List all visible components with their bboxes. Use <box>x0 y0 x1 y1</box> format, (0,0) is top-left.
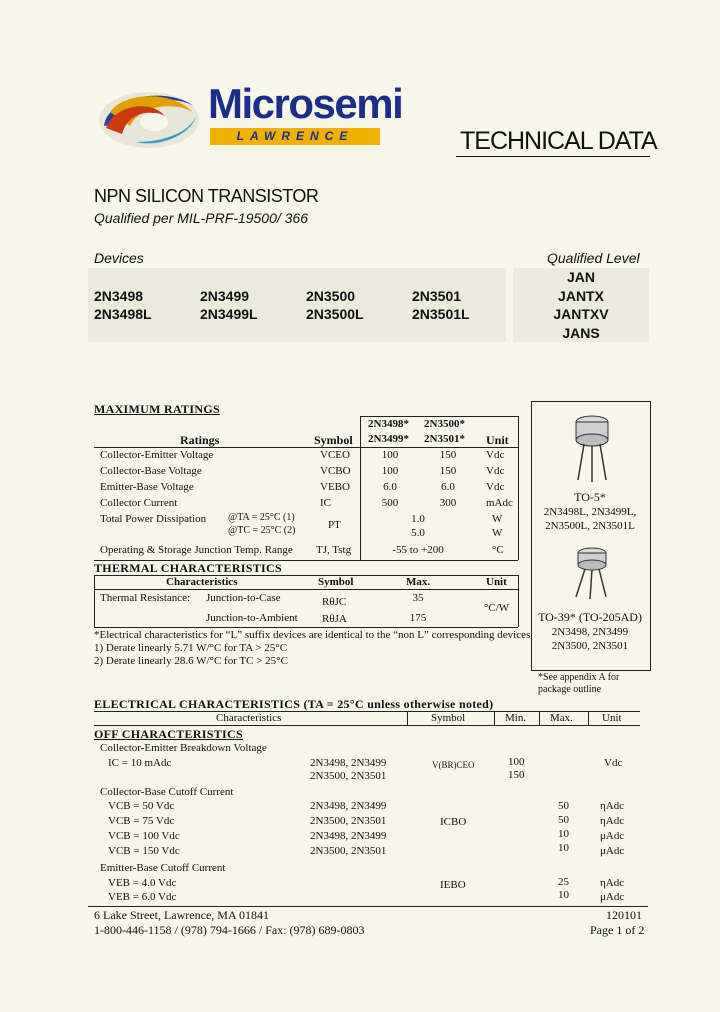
rating-symbol: IC <box>320 497 331 509</box>
icbo-device: 2N3500, 2N3501 <box>310 845 387 857</box>
iebo-label: Emitter-Base Cutoff Current <box>100 862 226 874</box>
rating-name: Collector Current <box>100 497 178 509</box>
bv-device-2: 2N3500, 2N3501 <box>310 770 387 782</box>
footer-address: 6 Lake Street, Lawrence, MA 01841 <box>94 908 269 922</box>
qualified-level-item: JANTXV <box>553 306 609 322</box>
icbo-condition: VCB = 75 Vdc <box>108 815 175 827</box>
icbo-unit: ηAdc <box>600 800 625 812</box>
iebo-max: 25 <box>558 876 569 888</box>
table-rule <box>407 711 408 725</box>
appendix-note-1: *See appendix A for <box>538 672 620 683</box>
thermal-symbol-2: RθJA <box>322 613 347 625</box>
rating-unit: mAdc <box>486 497 513 509</box>
iebo-condition: VEB = 4.0 Vdc <box>108 877 177 889</box>
thermal-cond-2: Junction-to-Ambient <box>206 612 298 624</box>
table-rule <box>518 416 519 560</box>
thermal-symbol-1: RθJC <box>322 596 347 608</box>
thermal-col-unit: Unit <box>486 576 507 588</box>
appendix-note-2: package outline <box>538 684 602 695</box>
pkg1-devices-1: 2N3498L, 2N3499L, <box>543 506 637 518</box>
temp-unit: °C <box>492 544 504 556</box>
bv-unit: Vdc <box>604 757 623 769</box>
elec-col-symbol: Symbol <box>431 712 466 724</box>
icbo-condition: VCB = 50 Vdc <box>108 800 175 812</box>
col-ratings: Ratings <box>180 433 220 447</box>
brand-name: Microsemi <box>208 80 403 127</box>
icbo-max: 10 <box>558 842 569 854</box>
elec-col-max: Max. <box>550 712 573 724</box>
qualified-level-panel <box>513 268 649 342</box>
icbo-max: 10 <box>558 828 569 840</box>
table-rule <box>94 589 518 590</box>
power-unit-2: W <box>492 527 503 539</box>
device-item: 2N3501 <box>412 288 462 304</box>
qualified-level-label: Qualified Level <box>547 250 640 266</box>
table-rule <box>94 725 640 726</box>
to5-package-icon <box>568 412 616 484</box>
thermal-label: Thermal Resistance: <box>100 592 191 604</box>
bv-label: Collector-Emitter Breakdown Voltage <box>100 742 267 754</box>
rating-symbol: VCEO <box>320 449 350 461</box>
thermal-cond-1: Junction-to-Case <box>206 592 281 604</box>
power-unit-1: W <box>492 513 503 525</box>
bv-condition: IC = 10 mAdc <box>108 757 172 769</box>
thermal-unit: °C/W <box>484 602 510 614</box>
device-item: 2N3500L <box>306 306 364 322</box>
max-ratings-heading: MAXIMUM RATINGS <box>94 402 220 416</box>
device-item: 2N3498 <box>94 288 144 304</box>
pkg2-name: TO-39* (TO-205AD) <box>538 610 642 624</box>
thermal-col-symbol: Symbol <box>318 576 354 588</box>
icbo-label: Collector-Base Cutoff Current <box>100 786 234 798</box>
icbo-max: 50 <box>558 814 569 826</box>
pkg2-devices-1: 2N3498, 2N3499 <box>551 626 629 638</box>
power-name: Total Power Dissipation <box>100 513 207 525</box>
device-item: 2N3498L <box>94 306 152 322</box>
thermal-max-1: 35 <box>412 592 424 604</box>
rating-value: 150 <box>439 465 457 477</box>
icbo-max: 50 <box>558 800 569 812</box>
table-rule <box>360 416 518 417</box>
pkg2-devices-2: 2N3500, 2N3501 <box>551 640 629 652</box>
doc-type-underline <box>456 156 650 157</box>
power-value-2: 5.0 <box>411 527 425 539</box>
footer-page: Page 1 of 2 <box>590 923 645 937</box>
pkg1-devices-2: 2N3500L, 2N3501L <box>545 520 635 532</box>
icbo-condition: VCB = 150 Vdc <box>108 845 180 857</box>
bv-min-2: 150 <box>508 769 525 781</box>
icbo-unit: ηAdc <box>600 815 625 827</box>
icbo-unit: μAdc <box>600 830 625 842</box>
electrical-heading: ELECTRICAL CHARACTERISTICS (TA = 25°C unless otherwise noted) <box>94 697 494 711</box>
elec-col-char: Characteristics <box>216 712 282 724</box>
brand-subtitle: LAWRENCE <box>210 128 380 145</box>
device-item: 2N3499L <box>200 306 258 322</box>
iebo-condition: VEB = 6.0 Vdc <box>108 891 177 903</box>
rating-value: 300 <box>439 497 457 509</box>
thermal-col-max: Max. <box>406 576 431 588</box>
rating-value: 100 <box>381 449 399 461</box>
iebo-unit: ηAdc <box>600 877 625 889</box>
temp-symbol: TJ, Tstg <box>316 544 352 556</box>
rating-unit: Vdc <box>486 465 505 477</box>
qualified-level-item: JANTX <box>558 287 604 304</box>
table-rule <box>494 711 495 725</box>
to39-package-icon <box>570 545 614 601</box>
note-derate-2: 2) Derate linearly 28.6 W/°C for TC > 25°C <box>94 655 288 667</box>
page-title: NPN SILICON TRANSISTOR <box>94 186 319 206</box>
rating-value: 6.0 <box>441 481 455 493</box>
col-device-a1: 2N3498* <box>368 418 409 430</box>
iebo-unit: μAdc <box>600 891 625 903</box>
qualified-level-item: JAN <box>566 269 595 285</box>
thermal-heading: THERMAL CHARACTERISTICS <box>94 561 282 575</box>
rating-unit: Vdc <box>486 449 505 461</box>
footer-rule <box>88 906 648 907</box>
table-rule <box>94 575 518 576</box>
iebo-max: 10 <box>558 889 569 901</box>
rating-name: Collector-Emitter Voltage <box>100 449 214 461</box>
device-item: 2N3501L <box>412 306 470 322</box>
footer-phone: 1-800-446-1158 / (978) 794-1666 / Fax: (978) 689-0803 <box>94 923 365 937</box>
rating-unit: Vdc <box>486 481 505 493</box>
rating-symbol: VCBO <box>320 465 351 477</box>
power-value-1: 1.0 <box>411 513 425 525</box>
rating-value: 150 <box>439 449 457 461</box>
off-characteristics-heading: OFF CHARACTERISTICS <box>94 727 243 741</box>
table-rule <box>94 575 95 627</box>
temp-name: Operating & Storage Junction Temp. Range <box>100 544 293 556</box>
devices-label: Devices <box>94 250 144 266</box>
thermal-col-char: Characteristics <box>166 576 238 588</box>
table-rule <box>518 575 519 627</box>
qualified-spec: Qualified per MIL-PRF-19500/ 366 <box>94 210 308 226</box>
bv-device-1: 2N3498, 2N3499 <box>310 757 387 769</box>
temp-value: -55 to +200 <box>392 544 444 556</box>
icbo-device: 2N3498, 2N3499 <box>310 830 387 842</box>
power-symbol: PT <box>328 519 341 531</box>
doc-type-title: TECHNICAL DATA <box>460 127 657 155</box>
icbo-unit: μAdc <box>600 845 625 857</box>
footer-code: 120101 <box>606 908 642 922</box>
rating-symbol: VEBO <box>320 481 350 493</box>
table-rule <box>94 447 518 448</box>
table-rule <box>539 711 540 725</box>
power-cond-1: @TA = 25°C (1) <box>228 512 295 523</box>
rating-name: Emitter-Base Voltage <box>100 481 194 493</box>
elec-col-min: Min. <box>505 712 527 724</box>
rating-value: 6.0 <box>383 481 397 493</box>
device-item: 2N3500 <box>306 288 356 304</box>
note-l-suffix: *Electrical characteristics for “L” suffix devices are identical to the “non L” corresponding devices <box>94 629 531 641</box>
icbo-device: 2N3500, 2N3501 <box>310 815 387 827</box>
bv-symbol: V(BR)CEO <box>432 760 475 770</box>
icbo-symbol: ICBO <box>440 816 467 828</box>
power-cond-2: @TC = 25°C (2) <box>228 525 296 536</box>
col-unit: Unit <box>486 433 509 447</box>
iebo-symbol: IEBO <box>440 879 466 891</box>
table-rule <box>360 416 361 560</box>
table-rule <box>94 627 518 628</box>
col-device-a2: 2N3499* <box>368 433 409 445</box>
elec-col-unit: Unit <box>602 712 622 724</box>
col-device-b1: 2N3500* <box>424 418 465 430</box>
icbo-device: 2N3498, 2N3499 <box>310 800 387 812</box>
icbo-condition: VCB = 100 Vdc <box>108 830 180 842</box>
thermal-max-2: 175 <box>409 612 427 624</box>
note-derate-1: 1) Derate linearly 5.71 W/°C for TA > 25°C <box>94 642 288 654</box>
col-symbol: Symbol <box>314 433 353 447</box>
pkg1-name: TO-5* <box>574 490 606 504</box>
device-item: 2N3499 <box>200 288 250 304</box>
table-rule <box>588 711 589 725</box>
devices-panel <box>88 268 506 342</box>
col-device-b2: 2N3501* <box>424 433 465 445</box>
rating-value: 500 <box>381 497 399 509</box>
rating-value: 100 <box>381 465 399 477</box>
rating-name: Collector-Base Voltage <box>100 465 202 477</box>
qualified-level-item: JANS <box>562 324 600 341</box>
bv-min-1: 100 <box>508 756 525 768</box>
microsemi-logo-icon <box>96 82 202 152</box>
